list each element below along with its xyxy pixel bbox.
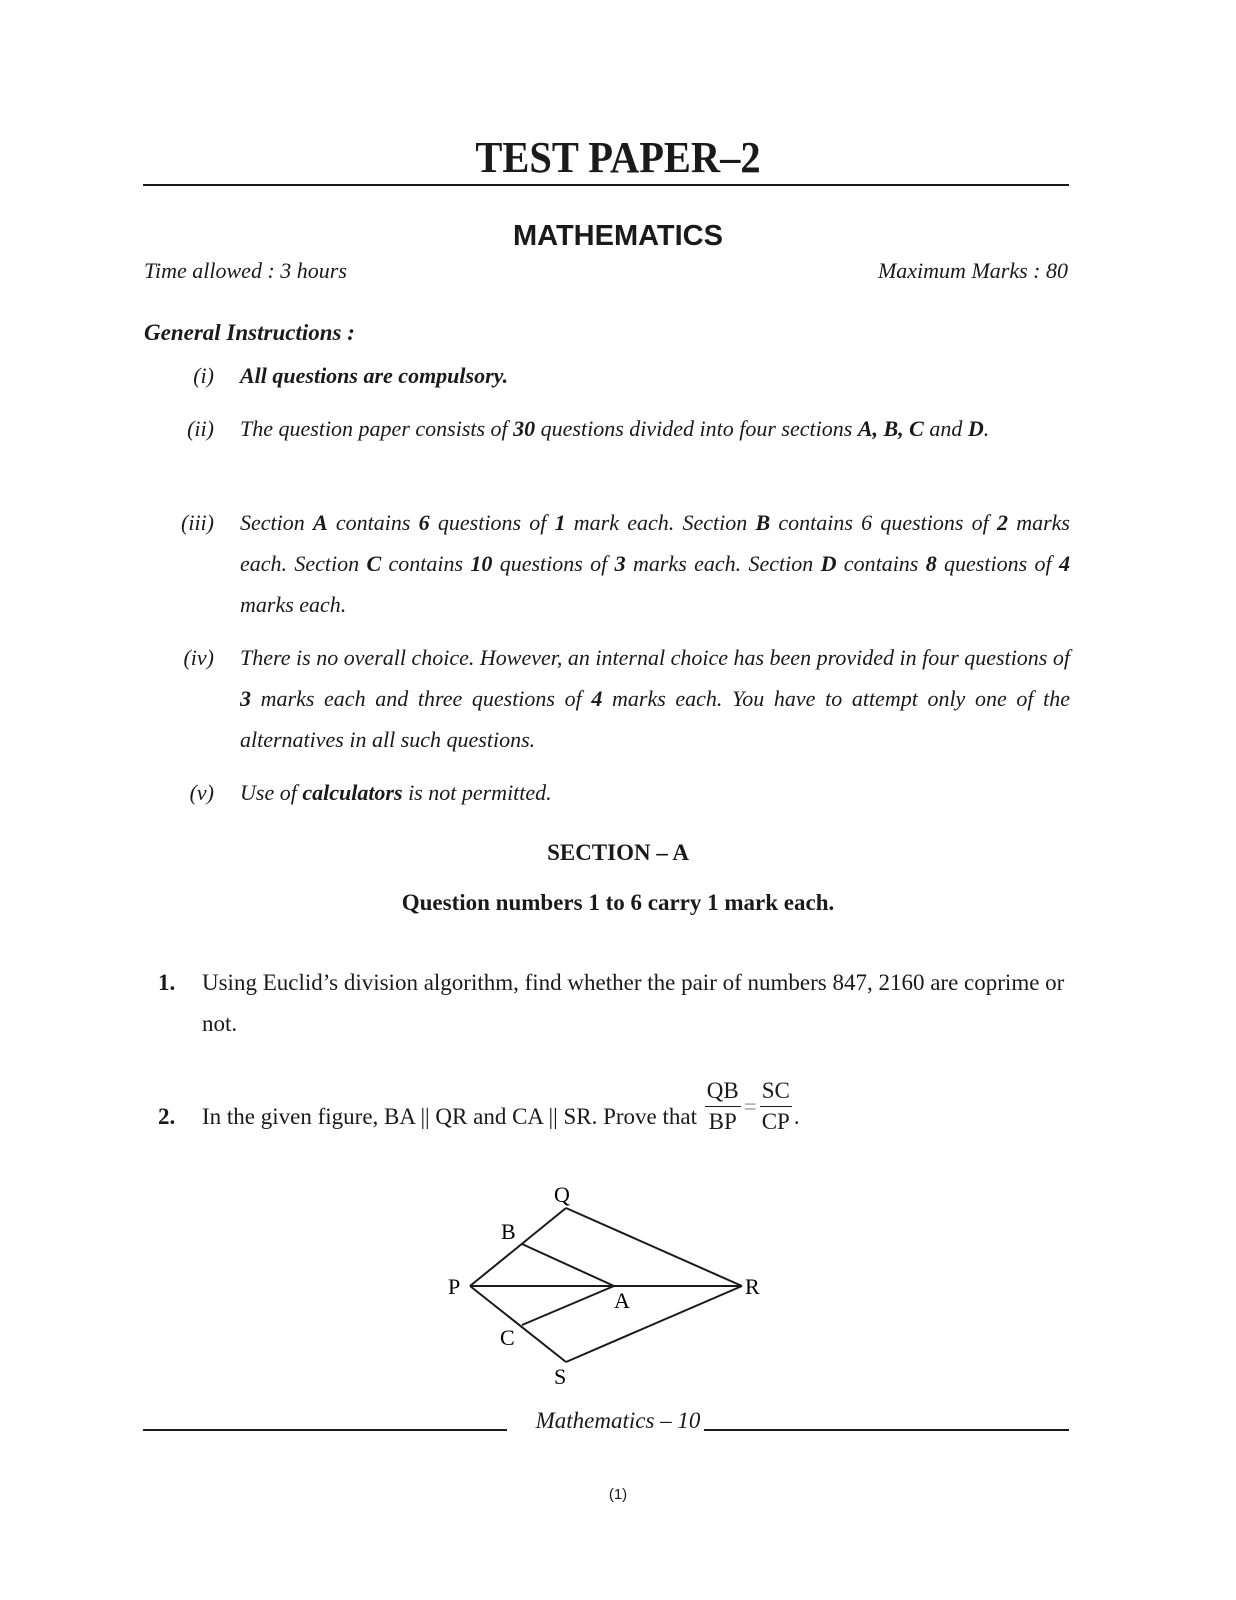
question-number: 1. <box>158 970 176 995</box>
instruction-item <box>144 637 1070 760</box>
label-b: B <box>501 1219 516 1244</box>
fraction-denominator: BP <box>708 1109 737 1135</box>
instruction-item <box>144 772 1070 813</box>
title-rule <box>143 184 1069 186</box>
maximum-marks: Maximum Marks : 80 <box>877 258 1068 283</box>
instruction-text: Use of calculators is not permitted. <box>240 780 552 805</box>
equals-sign: = <box>743 1094 757 1120</box>
footer-text: Mathematics – 10 <box>535 1408 701 1433</box>
instruction-text: There is no overall choice. However, an internal choice has been provided in four questions of 3 marks each and three questions of 4 marks each. You have to attempt only one of the alternatives in all such questions. <box>240 645 1070 752</box>
section-subheading: Question numbers 1 to 6 carry 1 mark each. <box>401 890 835 915</box>
question-number: 2. <box>158 1104 176 1129</box>
fraction-sc-cp <box>760 1076 792 1137</box>
label-q: Q <box>554 1182 570 1207</box>
fraction-qb-bp <box>705 1076 741 1137</box>
instruction-number: (iii) <box>181 510 214 535</box>
label-s: S <box>554 1364 567 1389</box>
instruction-number: (v) <box>189 780 214 805</box>
fraction-numerator: QB <box>705 1076 741 1107</box>
label-r: R <box>745 1274 760 1299</box>
instruction-text: The question paper consists of 30 questions divided into four sections A, B, C and D. <box>240 416 990 441</box>
label-p: P <box>448 1274 461 1299</box>
question-text <box>202 1078 1070 1137</box>
instruction-item <box>144 355 1070 396</box>
general-instructions-heading: General Instructions : <box>144 320 355 345</box>
instruction-item <box>144 408 1070 490</box>
instruction-number: (iv) <box>183 645 214 670</box>
fraction-numerator: SC <box>760 1076 792 1107</box>
time-allowed: Time allowed : 3 hours <box>144 258 347 283</box>
instruction-number: (i) <box>193 363 214 388</box>
question-text: Using Euclid’s division algorithm, find whether the pair of numbers 847, 2160 are coprime or not. <box>202 970 1065 1036</box>
geometry-figure <box>430 1170 790 1400</box>
page-title: TEST PAPER–2 <box>475 133 761 182</box>
question-2 <box>158 1078 1070 1150</box>
instruction-number: (ii) <box>187 416 214 441</box>
label-a: A <box>614 1288 630 1313</box>
instruction-text: All questions are compulsory. <box>240 363 509 388</box>
question-end-period: . <box>793 1104 800 1129</box>
page-number: (1) <box>608 1486 628 1503</box>
question-1 <box>158 962 1070 1044</box>
label-c: C <box>500 1325 515 1350</box>
instruction-item <box>144 502 1070 625</box>
subject-heading: MATHEMATICS <box>513 220 723 252</box>
fraction-denominator: CP <box>761 1109 790 1135</box>
instruction-text: Section A contains 6 questions of 1 mark each. Section B contains 6 questions of 2 marks each. Section C contains 10 questions of 3 marks each. Section D contains 8 questions of 4 marks each. <box>240 510 1070 617</box>
question-text-body: In the given figure, BA || QR and CA || SR. Prove that <box>202 1104 697 1129</box>
footer-rule-right <box>704 1429 1069 1431</box>
section-heading: SECTION – A <box>547 840 689 865</box>
